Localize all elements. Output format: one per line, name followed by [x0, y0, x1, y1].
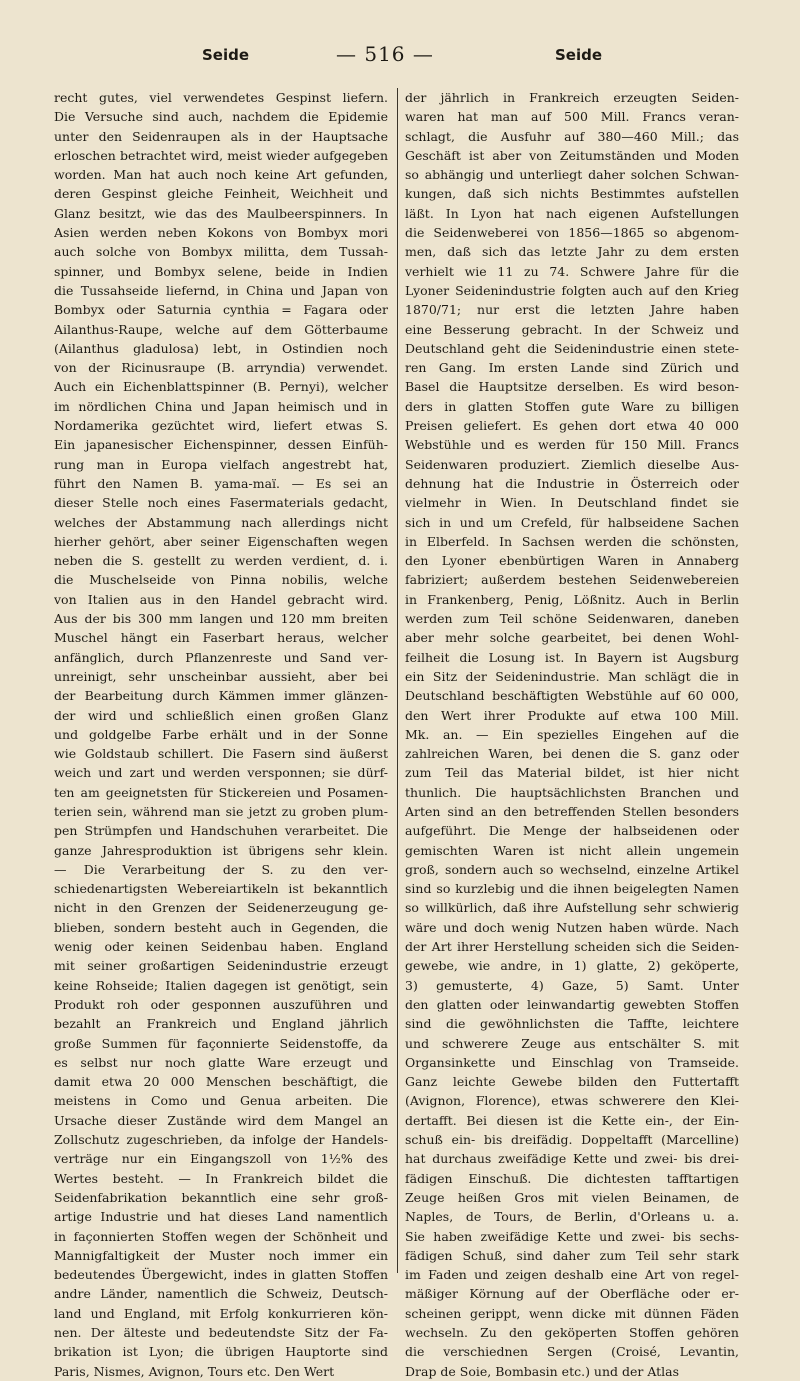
text-line: in Frankenberg, Penig, Lößnitz. Auch in Berlin — [405, 591, 739, 607]
text-line: Sie haben zweifädige Kette und zwei- bis sechs- — [405, 1228, 739, 1244]
text-line: gewebe, wie andre, in 1) glatte, 2) geköperte, — [405, 958, 739, 974]
text-line: hierher gehört, aber seiner Eigenschaften wegen — [54, 533, 388, 549]
text-line: im Faden und zeigen deshalb eine Art von regel- — [405, 1267, 739, 1283]
text-line: Glanz besitzt, wie das des Maulbeerspinners. In — [54, 205, 388, 221]
text-line: wie Goldstaub schillert. Die Fasern sind äußerst — [54, 746, 388, 762]
text-line: scheinen gerippt, wenn dicke mit dünnen Fäden — [405, 1305, 739, 1321]
text-line: schlagt, die Ausfuhr auf 380—460 Mill.; das — [405, 128, 739, 144]
text-line: keine Rohseide; Italien dagegen ist genötigt, sein — [54, 977, 388, 993]
text-line: in Elberfeld. In Sachsen werden die schönsten, — [405, 533, 739, 549]
right-text-column — [405, 88, 739, 1381]
text-line: große Summen für façonnierte Seidenstoffe, da — [54, 1035, 388, 1051]
text-line: gemischten Waren ist nicht allein ungemein — [405, 842, 739, 858]
text-line: es selbst nur noch glatte Ware erzeugt und — [54, 1054, 388, 1070]
text-line: ren Gang. Im ersten Lande sind Zürich und — [405, 360, 739, 376]
text-line: artige Industrie und hat dieses Land namentlich — [54, 1209, 388, 1225]
text-line: pen Strümpfen und Handschuhen verarbeitet. Die — [54, 823, 388, 839]
text-line: sich in und um Crefeld, für halbseidene Sachen — [405, 514, 739, 530]
text-line: Aus der bis 300 mm langen und 120 mm breiten — [54, 611, 388, 627]
text-line: Geschäft ist aber von Zeitumständen und Moden — [405, 147, 739, 163]
text-line: in façonnierten Stoffen wegen der Schönheit und — [54, 1228, 388, 1244]
text-line: groß, sondern auch so wechselnd, einzelne Artikel — [405, 861, 739, 877]
text-line: 3) gemusterte, 4) Gaze, 5) Samt. Unter — [405, 977, 739, 993]
text-line: thunlich. Die hauptsächlichsten Branchen und — [405, 784, 739, 800]
text-line: welches der Abstammung nach allerdings nicht — [54, 514, 388, 530]
text-line: der Bearbeitung durch Kämmen immer glänzen- — [54, 688, 388, 704]
text-line: Lyoner Seidenindustrie folgten auch auf den Krieg — [405, 282, 739, 298]
text-line: neben die S. gestellt zu werden verdient, d. i. — [54, 553, 388, 569]
text-line: der wird und schließlich einen großen Glanz — [54, 707, 388, 723]
text-line: hat durchaus zweifädige Kette und zwei- bis drei- — [405, 1151, 739, 1167]
text-line: (Ailanthus gladulosa) lebt, in Ostindien noch — [54, 340, 388, 356]
text-line: die verschiednen Sergen (Croisé, Levantin, — [405, 1344, 739, 1360]
text-line: verträge nur ein Eingangszoll von 1½% des — [54, 1151, 388, 1167]
text-line: Wertes besteht. — In Frankreich bildet die — [54, 1170, 388, 1186]
text-line: damit etwa 20 000 Menschen beschäftigt, die — [54, 1074, 388, 1090]
text-line: die Tussahseide liefernd, in China und Japan von — [54, 282, 388, 298]
text-line: Arten sind an den betreffenden Stellen besonders — [405, 803, 739, 819]
text-line: zum Teil das Material bildet, ist hier nicht — [405, 765, 739, 781]
text-line: Auch ein Eichenblattspinner (B. Pernyi), welcher — [54, 379, 388, 395]
running-header — [0, 42, 800, 70]
text-line: (Avignon, Florence), etwas schwerere den Klei- — [405, 1093, 739, 1109]
text-line: Mk. an. — Ein spezielles Eingehen auf die — [405, 726, 739, 742]
text-line: schuß ein- bis dreifädig. Doppeltafft (Marcelline) — [405, 1132, 739, 1148]
text-line: führt den Namen B. yama-maï. — Es sei an — [54, 475, 388, 491]
text-line: ders in glatten Stoffen gute Ware zu billigen — [405, 398, 739, 414]
text-line: Webstühle und es werden für 150 Mill. Francs — [405, 437, 739, 453]
text-line: dertafft. Bei diesen ist die Kette ein-, der Ein- — [405, 1112, 739, 1128]
text-line: läßt. In Lyon hat nach eigenen Aufstellungen — [405, 205, 739, 221]
text-line: anfänglich, durch Pflanzenreste und Sand ver- — [54, 649, 388, 665]
text-line: so abhängig und unterliegt daher solchen Schwan- — [405, 167, 739, 183]
text-line: wäre und doch wenig Nutzen haben würde. Nach — [405, 919, 739, 935]
text-line: die Muschelseide von Pinna nobilis, welche — [54, 572, 388, 588]
text-line: unreinigt, sehr unscheinbar aussieht, aber bei — [54, 668, 388, 684]
text-line: Seidenfabrikation bekanntlich eine sehr groß- — [54, 1189, 388, 1205]
text-line: Muschel hängt ein Faserbart heraus, welcher — [54, 630, 388, 646]
text-line: deren Gespinst gleiche Feinheit, Weichheit und — [54, 186, 388, 202]
text-line: waren hat man auf 500 Mill. Francs veran- — [405, 109, 739, 125]
text-line: Ursache dieser Zustände wird dem Mangel an — [54, 1112, 388, 1128]
text-line: Mannigfaltigkeit der Muster noch immer ein — [54, 1247, 388, 1263]
text-line: bezahlt an Frankreich und England jährlich — [54, 1016, 388, 1032]
text-line: die Seidenweberei von 1856—1865 so abgenom- — [405, 225, 739, 241]
text-line: und goldgelbe Farbe erhält und in der Sonne — [54, 726, 388, 742]
text-line: Nordamerika gezüchtet wird, liefert etwas S. — [54, 418, 388, 434]
left-text-column — [54, 88, 388, 1381]
text-line: Asien werden neben Kokons von Bombyx mori — [54, 225, 388, 241]
text-line: Zeuge heißen Gros mit vielen Beinamen, de — [405, 1189, 739, 1205]
text-line: den glatten oder leinwandartig gewebten Stoffen — [405, 996, 739, 1012]
text-line: Bombyx oder Saturnia cynthia = Fagara oder — [54, 302, 388, 318]
text-line: worden. Man hat auch noch keine Art gefunden, — [54, 167, 388, 183]
text-line: im nördlichen China und Japan heimisch und in — [54, 398, 388, 414]
text-line: aufgeführt. Die Menge der halbseidenen oder — [405, 823, 739, 839]
text-line: dieser Stelle noch eines Fasermaterials gedacht, — [54, 495, 388, 511]
text-line: mit seiner großartigen Seidenindustrie erzeugt — [54, 958, 388, 974]
text-line: zahlreichen Waren, bei denen die S. ganz oder — [405, 746, 739, 762]
text-line: und schwerere Zeuge aus entschälter S. mit — [405, 1035, 739, 1051]
text-line: brikation ist Lyon; die übrigen Hauptorte sind — [54, 1344, 388, 1360]
text-line: nen. Der älteste und bedeutendste Sitz der Fa- — [54, 1325, 388, 1340]
text-line: Seidenwaren produziert. Ziemlich dieselbe Aus- — [405, 456, 739, 472]
text-line: mäßiger Körnung auf der Oberfläche oder er- — [405, 1286, 739, 1302]
text-line: feilheit die Losung ist. In Bayern ist Augsburg — [405, 649, 739, 665]
text-line: dehnung hat die Industrie in Österreich oder — [405, 475, 739, 491]
text-line: von der Ricinusraupe (B. arryndia) verwendet. — [54, 360, 388, 376]
text-line: fädigen Einschuß. Die dichtesten tafftartigen — [405, 1170, 739, 1186]
text-line: kungen, daß sich nichts Bestimmtes aufstellen — [405, 186, 739, 202]
text-line: spinner, und Bombyx selene, beide in Indien — [54, 263, 388, 279]
text-line: vielmehr in Wien. In Deutschland findet sie — [405, 495, 739, 511]
text-line: Drap de Soie, Bombasin etc.) und der Atlas — [405, 1363, 680, 1379]
header-right-keyword: Seide — [555, 46, 603, 64]
text-line: meistens in Como und Genua arbeiten. Die — [54, 1093, 388, 1109]
text-line: men, daß sich das letzte Jahr zu dem ersten — [405, 244, 739, 260]
text-line: rung man in Europa vielfach angestrebt hat, — [54, 456, 388, 472]
text-line: Die Versuche sind auch, nachdem die Epidemie — [54, 109, 388, 125]
text-line: Basel die Hauptsitze derselben. Es wird beson- — [405, 379, 739, 395]
text-line: land und England, mit Erfolg konkurrieren kön- — [54, 1305, 388, 1321]
text-line: ganze Jahresproduktion ist übrigens sehr klein. — [54, 842, 388, 858]
text-line: recht gutes, viel verwendetes Gespinst liefern. — [54, 90, 388, 105]
text-line: Zollschutz zugeschrieben, da infolge der Handels- — [54, 1132, 388, 1148]
text-line: verhielt wie 11 zu 74. Schwere Jahre für die — [405, 263, 739, 279]
text-line: weich und zart und werden versponnen; sie dürf- — [54, 765, 388, 781]
text-line: andre Länder, namentlich die Schweiz, Deutsch- — [54, 1286, 388, 1302]
text-line: den Lyoner ebenbürtigen Waren in Annaberg — [405, 553, 739, 569]
text-line: eine Besserung gebracht. In der Schweiz und — [405, 321, 739, 337]
text-line: der Art ihrer Herstellung scheiden sich die Seiden- — [405, 939, 739, 955]
text-line: aber mehr solche gearbeitet, bei denen Wohl- — [405, 630, 739, 646]
text-line: — Die Verarbeitung der S. zu den ver- — [54, 861, 388, 877]
text-line: von Italien aus in den Handel gebracht wird. — [54, 591, 388, 607]
text-line: fabriziert; außerdem bestehen Seidenwebereien — [405, 572, 739, 588]
text-line: ein Sitz der Seidenindustrie. Man schlägt die in — [405, 668, 739, 684]
text-line: Organsinkette und Einschlag von Tramseide. — [405, 1054, 739, 1070]
page-number: — 516 — — [336, 42, 434, 66]
text-line: Paris, Nismes, Avignon, Tours etc. Den Wert — [54, 1363, 335, 1379]
text-line: 1870/71; nur erst die letzten Jahre haben — [405, 302, 739, 318]
column-divider — [397, 88, 398, 1273]
text-line: fädigen Schuß, sind daher zum Teil sehr stark — [405, 1247, 739, 1263]
text-line: Preisen geliefert. Es gehen dort etwa 40 000 — [405, 418, 739, 434]
text-line: werden zum Teil schöne Seidenwaren, daneben — [405, 611, 739, 627]
text-line: auch solche von Bombyx militta, dem Tussah- — [54, 244, 388, 260]
text-line: Deutschland geht die Seidenindustrie einen stete- — [405, 340, 739, 356]
text-line: blieben, sondern besteht auch in Gegenden, die — [54, 919, 388, 935]
text-line: der jährlich in Frankreich erzeugten Seiden- — [405, 90, 739, 105]
text-line: erloschen betrachtet wird, meist wieder aufgegeben — [54, 147, 388, 163]
text-line: den Wert ihrer Produkte auf etwa 100 Mill. — [405, 707, 739, 723]
text-line: Deutschland beschäftigten Webstühle auf 60 000, — [405, 688, 739, 704]
header-left-keyword: Seide — [202, 46, 250, 64]
text-line: so willkürlich, daß ihre Aufstellung sehr schwierig — [405, 900, 739, 916]
text-line: nicht in den Grenzen der Seidenerzeugung ge- — [54, 900, 388, 916]
text-line: terien sein, während man sie jetzt zu groben plum- — [54, 803, 388, 819]
text-line: wechseln. Zu den geköperten Stoffen gehören — [405, 1325, 739, 1340]
text-line: Produkt roh oder gesponnen auszuführen und — [54, 996, 388, 1012]
text-line: bedeutendes Übergewicht, indes in glatten Stoffen — [54, 1267, 388, 1283]
text-line: unter den Seidenraupen als in der Hauptsache — [54, 128, 388, 144]
text-line: Ein japanesischer Eichenspinner, dessen Einfüh- — [54, 437, 388, 453]
text-line: sind die gewöhnlichsten die Taffte, leichtere — [405, 1016, 739, 1032]
text-line: sind so kurzlebig und die ihnen beigelegten Namen — [405, 881, 739, 897]
text-line: Ganz leichte Gewebe bilden den Futtertafft — [405, 1074, 739, 1090]
text-line: wenig oder keinen Seidenbau haben. England — [54, 939, 388, 955]
text-line: schiedenartigsten Webereiartikeln ist bekanntlich — [54, 881, 388, 897]
text-line: Naples, de Tours, de Berlin, d'Orleans u. a. — [405, 1209, 739, 1225]
text-line: ten am geeignetsten für Stickereien und Posamen- — [54, 784, 388, 800]
text-line: Ailanthus-Raupe, welche auf dem Götterbaume — [54, 321, 388, 337]
